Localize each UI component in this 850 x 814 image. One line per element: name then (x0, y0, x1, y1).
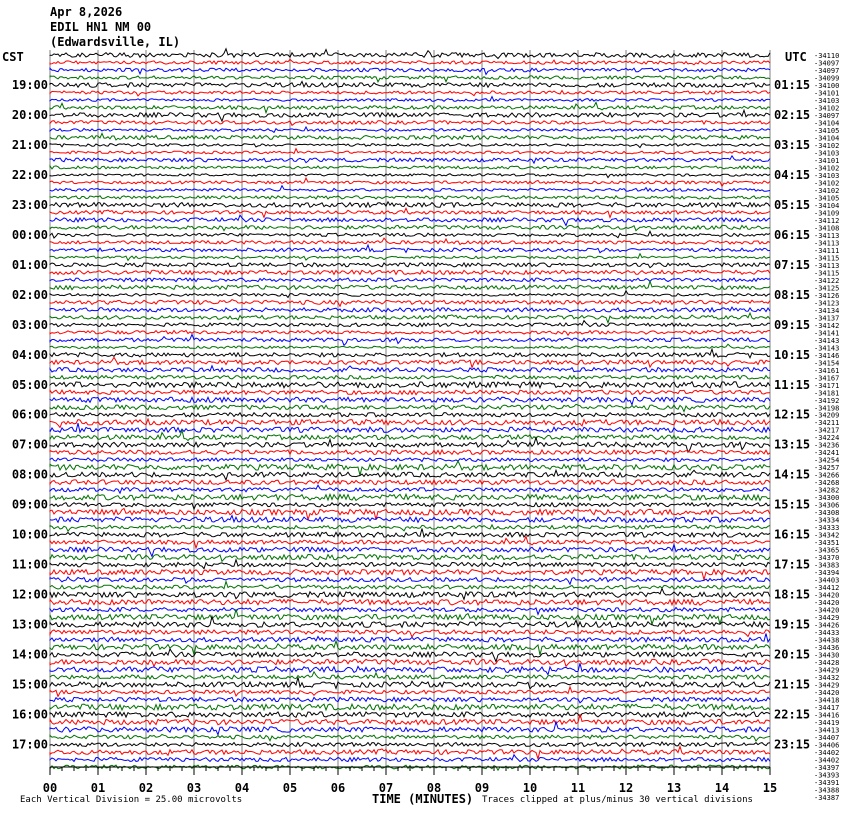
trace-offset-label: -34154 (814, 359, 840, 368)
trace-line (50, 121, 770, 126)
trace-offset-label: -34137 (814, 314, 840, 323)
trace-line (50, 156, 770, 163)
trace-offset-label: -34334 (814, 516, 840, 525)
trace-offset-label: -34115 (814, 254, 840, 263)
trace-line (50, 537, 770, 549)
trace-line (50, 677, 770, 689)
trace-line (50, 166, 770, 169)
trace-offset-label: -34113 (814, 231, 840, 240)
trace-line (50, 555, 770, 562)
trace-line (50, 599, 770, 605)
trace-offset-label: -34394 (814, 569, 840, 578)
trace-offset-label: -34161 (814, 366, 840, 375)
trace-offset-label: -34406 (814, 741, 840, 750)
trace-offset-label: -34143 (814, 344, 840, 353)
trace-line (50, 208, 770, 217)
trace-offset-label: -34115 (814, 269, 840, 278)
left-hour-label: 16:00 (11, 707, 48, 722)
trace-line (50, 245, 770, 253)
trace-line (50, 68, 770, 74)
trace-line (50, 225, 770, 230)
trace-offset-label: -34105 (814, 126, 840, 135)
trace-offset-label: -34430 (814, 651, 840, 660)
right-hour-label: 14:15 (774, 467, 811, 482)
trace-offset-label: -34426 (814, 621, 840, 630)
trace-line (50, 270, 770, 274)
trace-line (50, 291, 770, 298)
trace-offset-label: -34388 (814, 786, 840, 795)
trace-offset-label: -34268 (814, 479, 840, 488)
trace-offset-label: -34428 (814, 659, 840, 668)
trace-line (50, 81, 770, 87)
trace-line (50, 49, 770, 59)
left-hour-label: 04:00 (11, 347, 48, 362)
left-hour-label: 10:00 (11, 527, 48, 542)
trace-line (50, 97, 770, 102)
right-hour-label: 18:15 (774, 587, 811, 602)
trace-line (50, 366, 770, 372)
trace-offset-label: -34102 (814, 179, 840, 188)
trace-offset-label: -34402 (814, 756, 840, 765)
trace-offset-label: -34254 (814, 456, 840, 465)
trace-line (50, 335, 770, 346)
left-hour-label: 21:00 (11, 137, 48, 152)
x-tick-label: 07 (378, 781, 394, 795)
trace-offset-label: -34257 (814, 464, 840, 473)
trace-offset-label: -34413 (814, 726, 840, 735)
trace-line (50, 485, 770, 493)
trace-line (50, 494, 770, 500)
trace-line (50, 331, 770, 336)
right-hour-label: 05:15 (774, 197, 811, 212)
trace-line (50, 419, 770, 428)
trace-line (50, 382, 770, 388)
right-hour-label: 16:15 (774, 527, 811, 542)
trace-offset-label: -34438 (814, 636, 840, 645)
trace-offset-label: -34391 (814, 778, 840, 787)
trace-line (50, 735, 770, 742)
trace-offset-label: -34419 (814, 719, 840, 728)
trace-offset-label: -34351 (814, 539, 840, 548)
x-tick-label: 14 (714, 781, 730, 795)
x-tick-label: 09 (474, 781, 490, 795)
trace-line (50, 697, 770, 703)
left-hour-label: 09:00 (11, 497, 48, 512)
trace-offset-label: -34097 (814, 59, 840, 68)
trace-offset-label: -34103 (814, 96, 840, 105)
trace-line (50, 480, 770, 485)
trace-line (50, 349, 770, 358)
trace-offset-label: -34308 (814, 509, 840, 518)
trace-line (50, 127, 770, 132)
x-axis-title: TIME (MINUTES) (372, 792, 474, 806)
right-hour-label: 13:15 (774, 437, 811, 452)
x-tick-label: 00 (42, 781, 58, 795)
trace-line (50, 516, 770, 523)
trace-line (50, 560, 770, 569)
x-tick-label: 13 (666, 781, 682, 795)
left-hour-label: 05:00 (11, 377, 48, 392)
trace-line (50, 704, 770, 710)
trace-line (50, 503, 770, 509)
trace-offset-label: -34110 (814, 52, 840, 60)
left-hour-label: 13:00 (11, 617, 48, 632)
trace-offset-label: -34432 (814, 674, 840, 683)
trace-line (50, 659, 770, 666)
trace-offset-label: -34097 (814, 111, 840, 120)
trace-offset-label: -34102 (814, 104, 840, 113)
trace-offset-label: -34211 (814, 419, 840, 428)
trace-offset-label: -34111 (814, 246, 840, 255)
left-hour-label: 11:00 (11, 557, 48, 572)
right-hour-label: 07:15 (774, 257, 811, 272)
trace-offset-label: -34282 (814, 486, 840, 495)
left-hour-label: 02:00 (11, 287, 48, 302)
trace-offset-label: -34104 (814, 134, 840, 143)
trace-offset-label: -34134 (814, 306, 840, 315)
header-location: (Edwardsville, IL) (50, 35, 181, 49)
right-hour-label: 04:15 (774, 167, 811, 182)
trace-line (50, 742, 770, 747)
right-hour-label: 11:15 (774, 377, 811, 392)
left-hour-label: 23:00 (11, 197, 48, 212)
right-hour-label: 01:15 (774, 77, 811, 92)
trace-offset-label: -34436 (814, 644, 840, 653)
right-hour-label: 03:15 (774, 137, 811, 152)
trace-line (50, 174, 770, 178)
trace-line (50, 687, 770, 697)
trace-line (50, 458, 770, 462)
trace-offset-label: -34420 (814, 599, 840, 608)
trace-offset-label: -34209 (814, 411, 840, 420)
trace-offset-label: -34101 (814, 89, 840, 98)
trace-offset-label: -34143 (814, 336, 840, 345)
right-hour-label: 23:15 (774, 737, 811, 752)
trace-offset-label: -34416 (814, 711, 840, 720)
left-hour-label: 07:00 (11, 437, 48, 452)
trace-line (50, 91, 770, 96)
x-tick-label: 15 (762, 781, 778, 795)
trace-offset-label: -34342 (814, 531, 840, 540)
trace-line (50, 215, 770, 225)
trace-offset-label: -34433 (814, 629, 840, 638)
trace-offset-label: -34171 (814, 381, 840, 390)
trace-line (50, 630, 770, 637)
right-hour-label: 20:15 (774, 647, 811, 662)
trace-offset-label: -34142 (814, 321, 840, 330)
trace-line (50, 375, 770, 379)
trace-offset-label: -34403 (814, 576, 840, 585)
trace-offset-label: -34104 (814, 119, 840, 128)
trace-line (50, 231, 770, 238)
trace-offset-label: -34113 (814, 261, 840, 270)
trace-offset-label: -34108 (814, 224, 840, 233)
trace-offset-label: -34429 (814, 614, 840, 623)
trace-offset-label: -34192 (814, 396, 840, 405)
trace-line (50, 263, 770, 268)
right-hour-label: 12:15 (774, 407, 811, 422)
trace-line (50, 413, 770, 417)
x-tick-label: 04 (234, 781, 250, 795)
left-hour-label: 12:00 (11, 587, 48, 602)
trace-offset-label: -34112 (814, 216, 840, 225)
trace-offset-label: -34198 (814, 404, 840, 413)
trace-offset-label: -34370 (814, 554, 840, 563)
trace-line (50, 438, 770, 453)
left-hour-label: 15:00 (11, 677, 48, 692)
trace-line (50, 149, 770, 154)
trace-line (50, 133, 770, 140)
trace-line (50, 577, 770, 584)
trace-line (50, 76, 770, 82)
trace-line (50, 470, 770, 480)
trace-offset-label: -34217 (814, 426, 840, 435)
trace-line (50, 196, 770, 201)
trace-line (50, 59, 770, 64)
left-hour-label: 01:00 (11, 257, 48, 272)
trace-offset-label: -34141 (814, 329, 840, 338)
right-hour-label: 08:15 (774, 287, 811, 302)
trace-line (50, 278, 770, 282)
trace-line (50, 397, 770, 405)
trace-line (50, 186, 770, 192)
left-hour-label: 03:00 (11, 317, 48, 332)
trace-offset-label: -34420 (814, 606, 840, 615)
trace-offset-label: -34122 (814, 276, 840, 285)
trace-offset-label: -34420 (814, 591, 840, 600)
left-timezone-label: CST (2, 50, 24, 64)
trace-offset-label: -34266 (814, 471, 840, 480)
trace-offset-label: -34397 (814, 764, 840, 772)
left-hour-label: 08:00 (11, 467, 48, 482)
right-hour-label: 06:15 (774, 227, 811, 242)
trace-line (50, 672, 770, 680)
trace-line (50, 712, 770, 717)
trace-line (50, 102, 770, 112)
x-tick-label: 10 (522, 781, 538, 795)
trace-line (50, 238, 770, 244)
trace-line (50, 307, 770, 312)
trace-offset-label: -34393 (814, 771, 840, 780)
trace-line (50, 747, 770, 759)
trace-offset-label: -34224 (814, 434, 840, 443)
right-hour-label: 22:15 (774, 707, 811, 722)
trace-offset-label: -34146 (814, 351, 840, 360)
trace-offset-label: -34417 (814, 704, 840, 713)
trace-offset-label: -34429 (814, 681, 840, 690)
trace-line (50, 390, 770, 395)
trace-line (50, 254, 770, 261)
x-tick-label: 02 (138, 781, 154, 795)
trace-offset-label: -34103 (814, 171, 840, 180)
trace-offset-label: -34102 (814, 164, 840, 173)
trace-offset-label: -34429 (814, 666, 840, 675)
trace-offset-label: -34100 (814, 81, 840, 90)
trace-line (50, 525, 770, 531)
clip-note: Traces clipped at plus/minus 30 vertical divisions (482, 795, 753, 805)
trace-offset-label: -34181 (814, 389, 840, 398)
x-tick-label: 12 (618, 781, 634, 795)
trace-offset-label: -34125 (814, 284, 840, 293)
left-hour-label: 20:00 (11, 107, 48, 122)
trace-offset-label: -34167 (814, 374, 840, 383)
trace-offset-label: -34103 (814, 149, 840, 158)
trace-line (50, 313, 770, 323)
trace-line (50, 634, 770, 643)
x-tick-label: 08 (426, 781, 442, 795)
right-hour-label: 17:15 (774, 557, 811, 572)
trace-offset-label: -34420 (814, 689, 840, 698)
trace-offset-label: -34097 (814, 66, 840, 75)
trace-line (50, 529, 770, 538)
trace-line (50, 589, 770, 600)
trace-line (50, 321, 770, 327)
scale-note: Each Vertical Division = 25.00 microvolts (20, 795, 243, 805)
trace-offset-label: -34402 (814, 749, 840, 758)
trace-offset-label: -34099 (814, 74, 840, 83)
trace-line (50, 404, 770, 411)
right-hour-label: 19:15 (774, 617, 811, 632)
trace-line (50, 608, 770, 615)
trace-offset-label: -34123 (814, 299, 840, 308)
trace-offset-label: -34113 (814, 239, 840, 248)
trace-line (50, 110, 770, 121)
trace-offset-label: -34418 (814, 696, 840, 705)
trace-offset-label: -34104 (814, 201, 840, 210)
header-date: Apr 8,2026 (50, 5, 123, 19)
right-hour-label: 10:15 (774, 347, 811, 362)
trace-offset-label: -34241 (814, 449, 840, 458)
trace-line (50, 649, 770, 662)
trace-line (50, 755, 770, 762)
trace-offset-label: -34387 (814, 793, 840, 802)
left-hour-label: 19:00 (11, 77, 48, 92)
trace-line (50, 202, 770, 207)
trace-offset-label: -34102 (814, 141, 840, 150)
trace-line (50, 461, 770, 475)
left-hour-label: 00:00 (11, 227, 48, 242)
trace-line (50, 300, 770, 307)
trace-offset-label: -34109 (814, 209, 840, 218)
right-hour-label: 09:15 (774, 317, 811, 332)
left-hour-label: 22:00 (11, 167, 48, 182)
trace-line (50, 450, 770, 454)
trace-offset-label: -34105 (814, 194, 840, 203)
trace-offset-label: -34383 (814, 561, 840, 570)
trace-line (50, 281, 770, 289)
trace-offset-label: -34236 (814, 441, 840, 450)
x-tick-label: 11 (570, 781, 586, 795)
x-tick-label: 03 (186, 781, 202, 795)
x-tick-label: 01 (90, 781, 106, 795)
trace-offset-label: -34365 (814, 546, 840, 555)
trace-line (50, 357, 770, 367)
trace-offset-label: -34306 (814, 501, 840, 510)
right-hour-label: 21:15 (774, 677, 811, 692)
trace-offset-label: -34102 (814, 186, 840, 195)
header-station: EDIL HN1 NM 00 (50, 20, 152, 34)
trace-line (50, 344, 770, 348)
trace-offset-label: -34126 (814, 291, 840, 300)
x-tick-label: 06 (330, 781, 346, 795)
trace-line (50, 143, 770, 147)
trace-offset-label: -34101 (814, 156, 840, 165)
left-hour-label: 06:00 (11, 407, 48, 422)
trace-offset-label: -34300 (814, 494, 840, 503)
right-timezone-label: UTC (785, 50, 807, 64)
trace-offset-label: -34333 (814, 524, 840, 533)
right-hour-label: 15:15 (774, 497, 811, 512)
left-hour-label: 14:00 (11, 647, 48, 662)
trace-offset-label: -34407 (814, 734, 840, 743)
left-hour-label: 17:00 (11, 737, 48, 752)
x-tick-label: 05 (282, 781, 298, 795)
right-hour-label: 02:15 (774, 107, 811, 122)
trace-line (50, 178, 770, 186)
trace-offset-label: -34412 (814, 584, 840, 593)
